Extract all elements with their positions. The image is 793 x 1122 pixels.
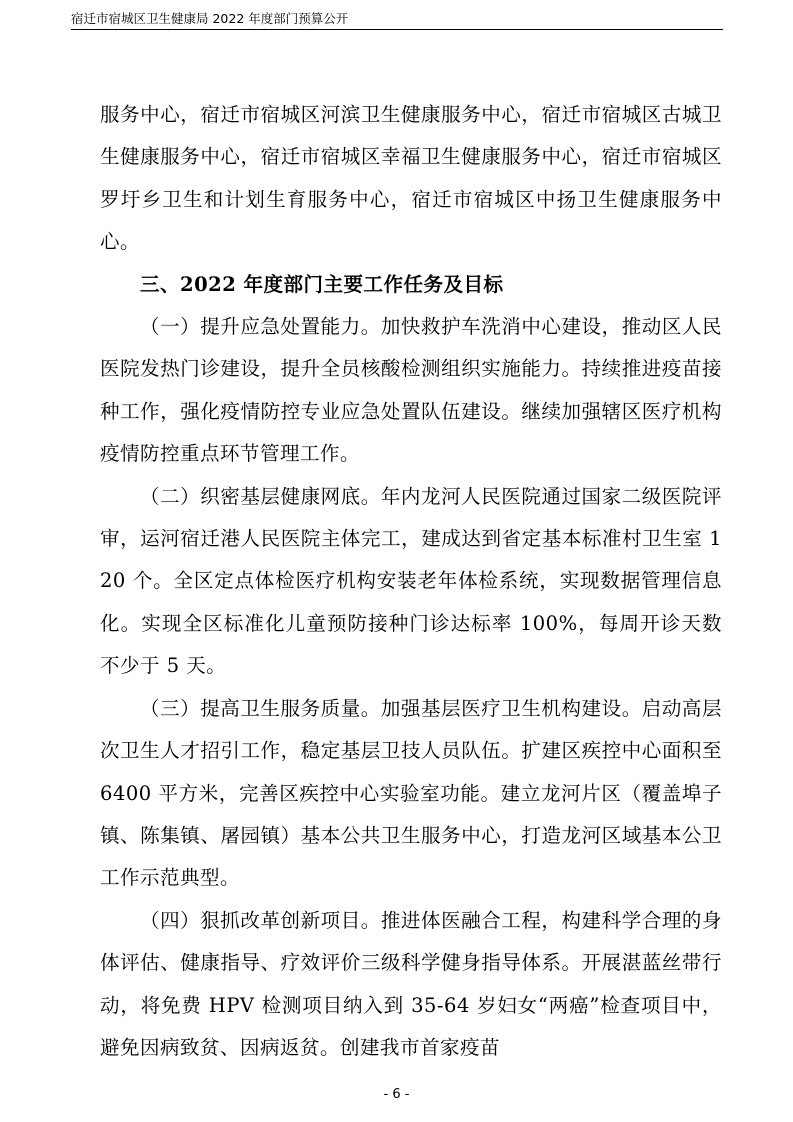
continuation-paragraph: 服务中心，宿迁市宿城区河滨卫生健康服务中心，宿迁市宿城区古城卫生健康服务中心，宿迁市宿城区幸福卫生健康服务中心，宿迁市宿城区罗圩乡卫生和计划生育服务中心，宿迁市宿城区中扬卫生健康服务中心。 <box>100 103 722 254</box>
paragraph-3: （三）提高卫生服务质量。加强基层医疗卫生机构建设。启动高层次卫生人才招引工作，稳定基层卫技人员队伍。扩建区疾控中心面积至 6400 平方米，完善区疾控中心实验室功能。建立龙河片区（覆盖埠子镇、陈集镇、屠园镇）基本公共卫生服务中心，打造龙河区域基本公卫工作示范典型。 <box>100 696 722 890</box>
document-body <box>100 94 722 1069</box>
header-divider <box>71 29 723 30</box>
page-number: - 6 - <box>383 1087 410 1102</box>
section-heading: 三、2022 年度部门主要工作任务及目标 <box>140 272 504 296</box>
document-header: 宿迁市宿城区卫生健康局 2022 年度部门预算公开 <box>71 11 349 26</box>
paragraph-2: （二）织密基层健康网底。年内龙河人民医院通过国家二级医院评审，运河宿迁港人民医院主体完工，建成达到省定基本标准村卫生室 120 个。全区定点体检医疗机构安装老年体检系统，实现数据管理信息化。实现全区标准化儿童预防接种门诊达标率 100%，每周开诊天数不少于 5 天。 <box>100 484 722 678</box>
paragraph-1: （一）提升应急处置能力。加快救护车洗消中心建设，推动区人民医院发热门诊建设，提升全员核酸检测组织实施能力。持续推进疫苗接种工作，强化疫情防控专业应急处置队伍建设。继续加强辖区医疗机构疫情防控重点环节管理工作。 <box>100 315 722 466</box>
paragraph-4: （四）狠抓改革创新项目。推进体医融合工程，构建科学合理的身体评估、健康指导、疗效评价三级科学健身指导体系。开展湛蓝丝带行动，将免费 HPV 检测项目纳入到 35-64 岁妇女“两癌”检查项目中，避免因病致贫、因病返贫。创建我市首家疫苗 <box>100 908 722 1059</box>
